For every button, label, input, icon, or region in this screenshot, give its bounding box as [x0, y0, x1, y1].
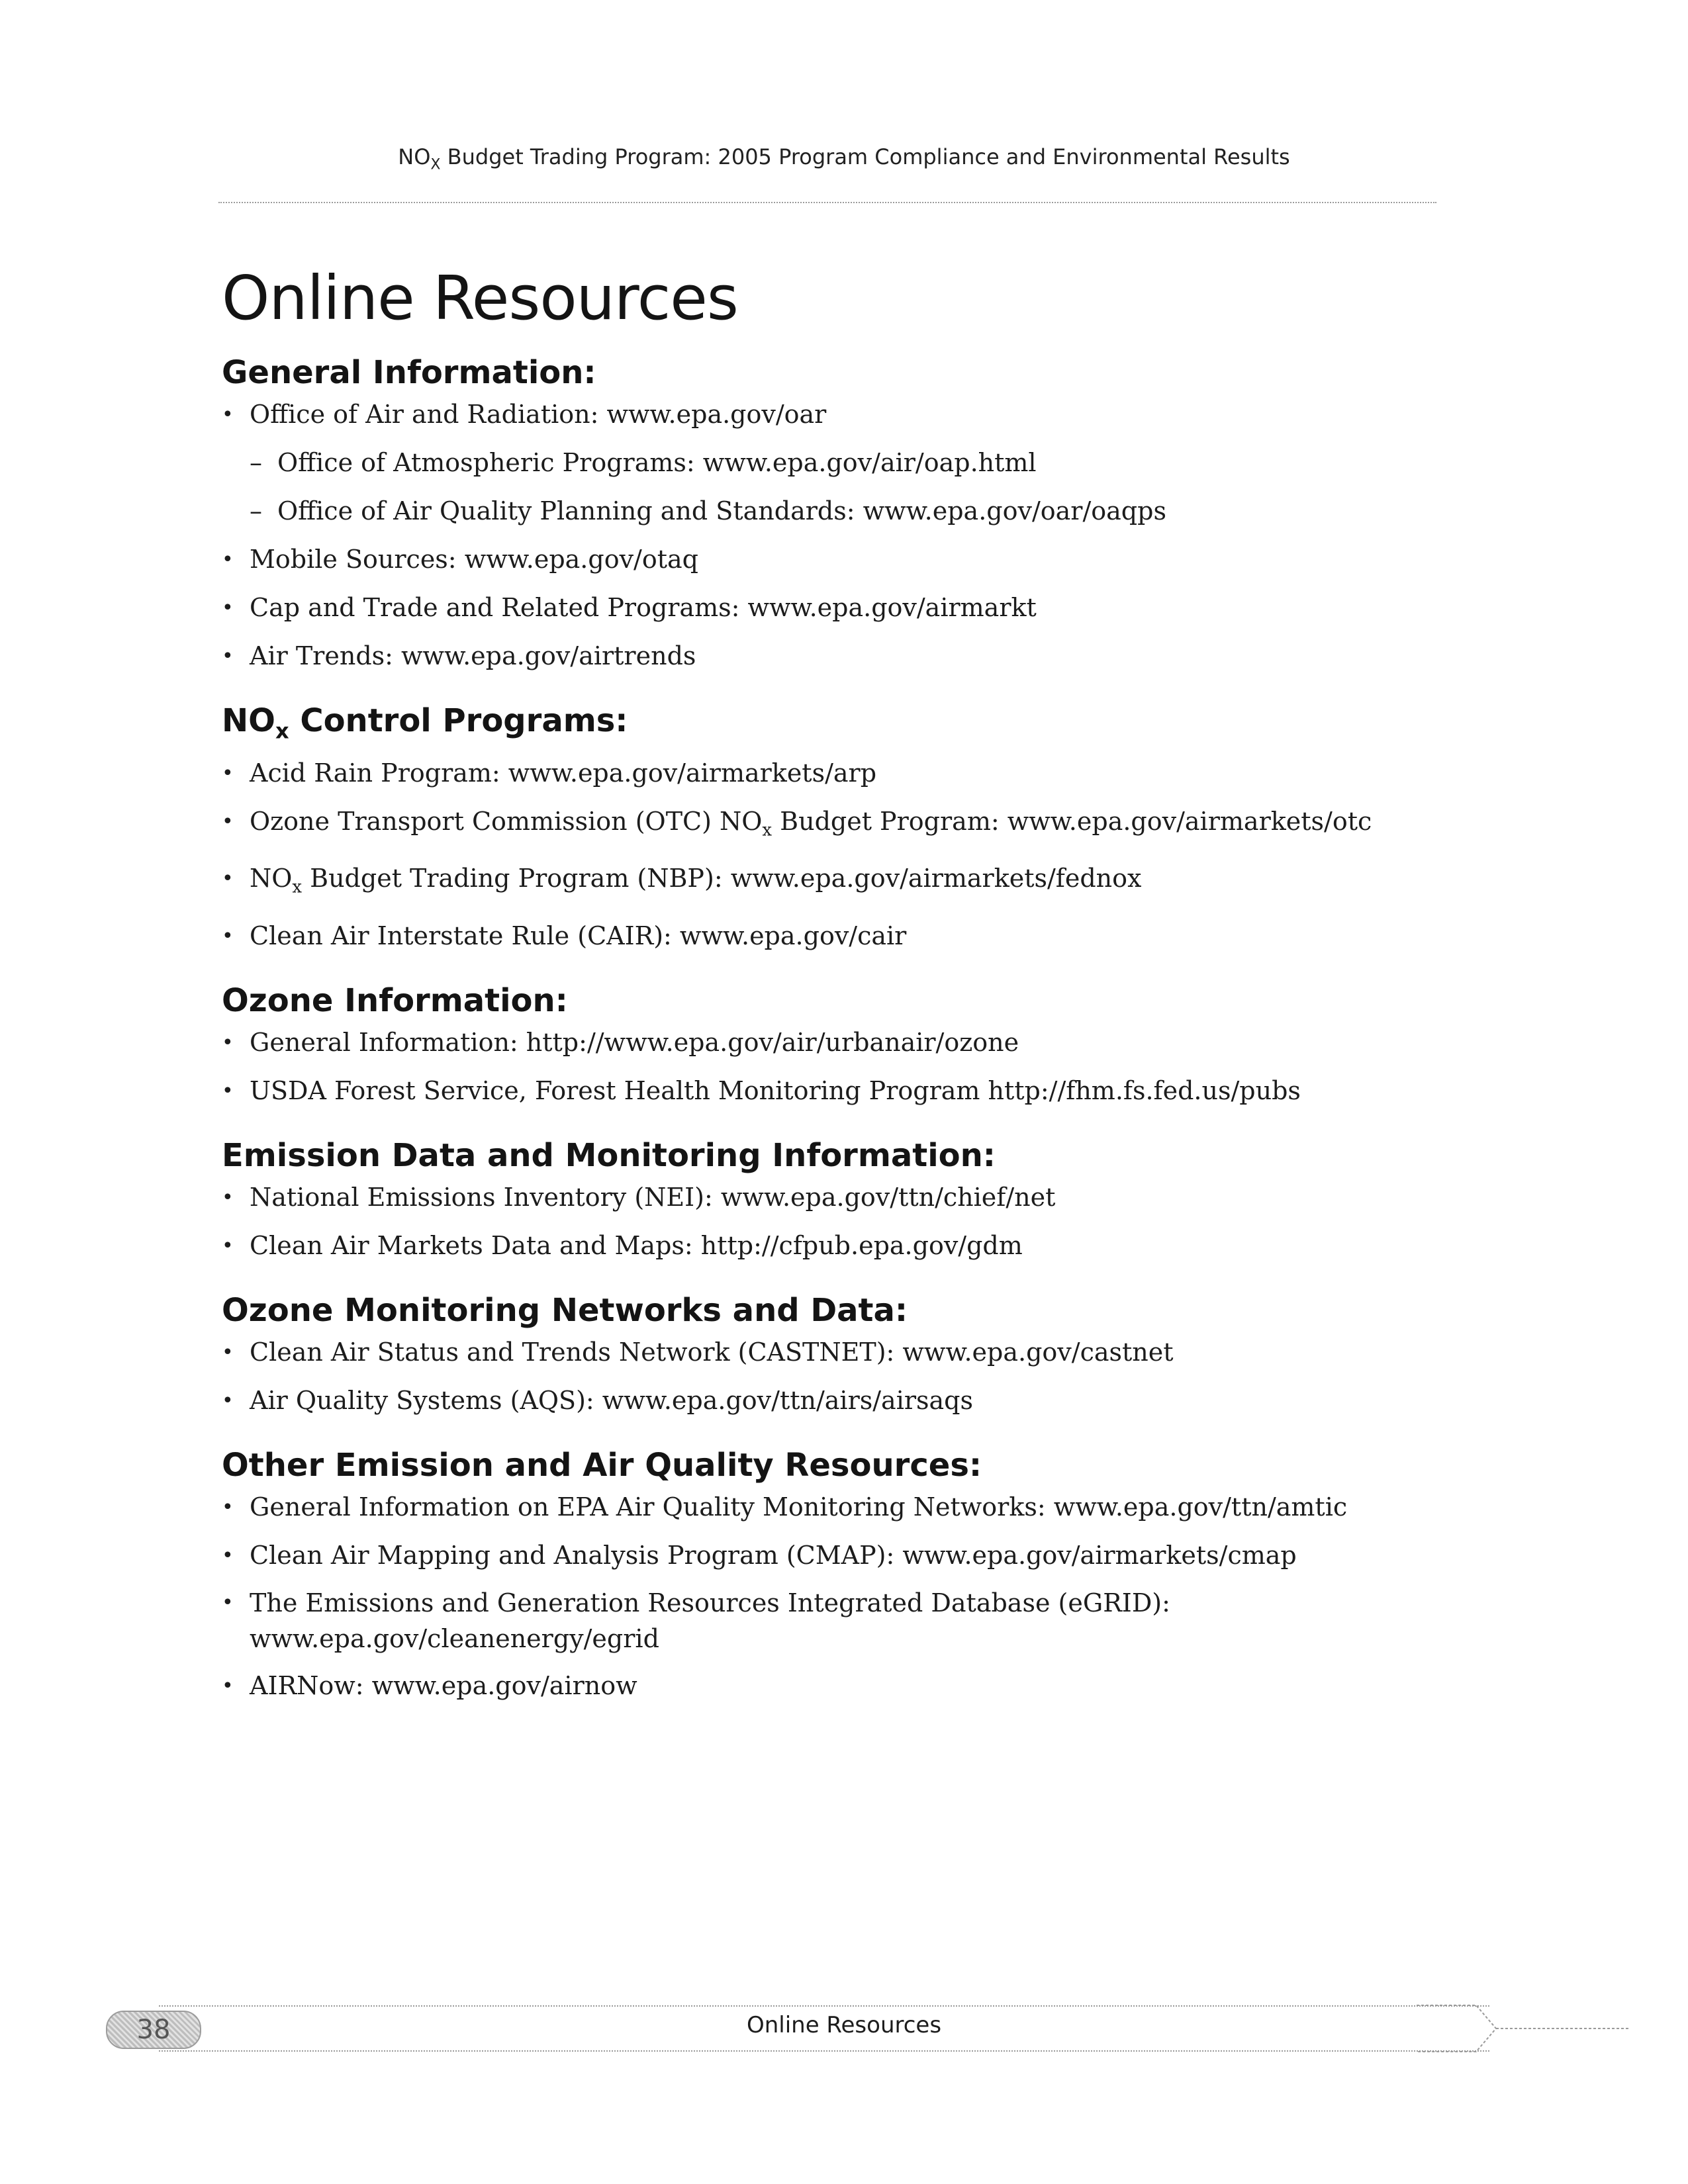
dash-icon: –: [250, 496, 262, 525]
list-item-text[interactable]: Office of Air Quality Planning and Standards: www.epa.gov/oar/oaqps: [277, 496, 1166, 525]
bullet-icon: •: [222, 645, 234, 668]
list-subitem: [222, 492, 1427, 530]
list-item-text[interactable]: General Information on EPA Air Quality Monitoring Networks: www.epa.gov/ttn/amtic: [250, 1492, 1348, 1522]
list-item-text[interactable]: [250, 864, 1142, 897]
section-heading: Other Emission and Air Quality Resources:: [222, 1446, 982, 1484]
list-item: [222, 1537, 1427, 1574]
running-head-subscript: X: [430, 156, 441, 173]
bullet-icon: •: [222, 867, 234, 891]
list-item: [222, 1382, 1427, 1420]
link-list: [222, 1179, 1427, 1265]
section-ozone-information: [222, 978, 1427, 1110]
link-list: [222, 754, 1427, 955]
list-item-text[interactable]: Office of Air and Radiation: www.epa.gov/oar: [250, 400, 827, 429]
bullet-icon: •: [222, 924, 234, 948]
list-item-text[interactable]: Cap and Trade and Related Programs: www.epa.gov/airmarkt: [250, 593, 1037, 622]
list-subitem: [222, 444, 1427, 482]
section-other-resources: [222, 1442, 1427, 1705]
running-head-prefix: NO: [398, 144, 431, 169]
list-item: [222, 1024, 1427, 1062]
list-item-text[interactable]: Air Trends: www.epa.gov/airtrends: [250, 641, 696, 670]
section-ozone-monitoring: [222, 1287, 1427, 1420]
list-item-text[interactable]: General Information: http://www.epa.gov/air/urbanair/ozone: [250, 1027, 1019, 1057]
page-title: Online Resources: [222, 263, 738, 334]
list-item: [222, 1667, 1427, 1705]
bullet-icon: •: [222, 1340, 234, 1364]
list-item: [222, 1227, 1427, 1265]
text-subscript: x: [762, 820, 773, 841]
heading-text: Control Programs:: [289, 702, 628, 739]
text-part: NO: [250, 864, 293, 893]
bullet-icon: •: [222, 596, 234, 619]
heading-subscript: x: [275, 718, 289, 744]
bullet-icon: •: [222, 761, 234, 785]
main-content: [222, 349, 1427, 1727]
header-divider: [218, 202, 1436, 203]
bullet-icon: •: [222, 1234, 234, 1257]
text-part: Ozone Transport Commission (OTC) NO: [250, 806, 763, 836]
list-item-text[interactable]: Office of Atmospheric Programs: www.epa.gov/air/oap.html: [277, 448, 1037, 477]
bullet-icon: •: [222, 1543, 234, 1567]
bullet-icon: •: [222, 809, 234, 833]
running-head-text: Budget Trading Program: 2005 Program Compliance and Environmental Results: [440, 144, 1290, 169]
list-item-text[interactable]: Air Quality Systems (AQS): www.epa.gov/ttn/airs/airsaqs: [250, 1385, 974, 1415]
running-head: [0, 144, 1688, 173]
list-item-text[interactable]: Mobile Sources: www.epa.gov/otaq: [250, 545, 698, 574]
dash-icon: –: [250, 448, 262, 477]
heading-prefix: NO: [222, 702, 275, 739]
text-part: Budget Trading Program (NBP): www.epa.gov/airmarkets/fednox: [302, 864, 1142, 893]
list-item-link[interactable]: www.epa.gov/cleanenergy/egrid: [250, 1623, 659, 1653]
section-heading: Ozone Monitoring Networks and Data:: [222, 1291, 908, 1329]
list-item-text[interactable]: [250, 806, 1372, 841]
list-item: [222, 589, 1427, 627]
text-part: Budget Program: www.epa.gov/airmarkets/otc: [772, 806, 1372, 836]
footer-divider-top: [159, 2005, 1489, 2007]
link-list: [222, 396, 1427, 675]
list-item-text[interactable]: Clean Air Status and Trends Network (CASTNET): www.epa.gov/castnet: [250, 1337, 1174, 1367]
list-item: [222, 637, 1427, 675]
bullet-icon: •: [222, 1590, 234, 1614]
bullet-icon: •: [222, 403, 234, 426]
list-item: [222, 1072, 1427, 1110]
text-subscript: x: [292, 877, 303, 897]
list-item-text[interactable]: National Emissions Inventory (NEI): www.epa.gov/ttn/chief/net: [250, 1182, 1056, 1212]
list-item-text: The Emissions and Generation Resources Integrated Database (eGRID):: [250, 1588, 1170, 1617]
link-list: [222, 1024, 1427, 1110]
list-item-text[interactable]: Clean Air Interstate Rule (CAIR): www.epa.gov/cair: [250, 921, 907, 950]
list-item: [222, 396, 1427, 433]
list-item: [222, 803, 1427, 850]
list-item-text[interactable]: Clean Air Mapping and Analysis Program (CMAP): www.epa.gov/airmarkets/cmap: [250, 1540, 1297, 1570]
footer-divider-bottom: [159, 2050, 1489, 2052]
bullet-icon: •: [222, 1495, 234, 1519]
link-list: [222, 1334, 1427, 1420]
section-nox-control-programs: [222, 698, 1427, 955]
list-item: [222, 1334, 1427, 1371]
list-item-text[interactable]: Acid Rain Program: www.epa.gov/airmarkets/arp: [250, 758, 877, 788]
bullet-icon: •: [222, 1030, 234, 1054]
bullet-icon: •: [222, 1079, 234, 1103]
list-item: [222, 917, 1427, 955]
list-item: [222, 754, 1427, 792]
section-heading: General Information:: [222, 354, 596, 391]
section-heading: Emission Data and Monitoring Information:: [222, 1136, 996, 1174]
list-item: [222, 1585, 1427, 1657]
page-number-badge: 38: [106, 2011, 201, 2049]
section-emission-data: [222, 1132, 1427, 1265]
list-item: [222, 541, 1427, 578]
bullet-icon: •: [222, 1388, 234, 1412]
list-item-text[interactable]: AIRNow: www.epa.gov/airnow: [250, 1670, 637, 1700]
list-item: [222, 1179, 1427, 1216]
section-heading: [222, 698, 1427, 754]
section-heading: Ozone Information:: [222, 981, 568, 1019]
bullet-icon: •: [222, 1674, 234, 1698]
list-item-text[interactable]: Clean Air Markets Data and Maps: http://cfpub.epa.gov/gdm: [250, 1230, 1023, 1260]
list-item: [222, 1488, 1427, 1526]
bullet-icon: •: [222, 548, 234, 571]
footer-title: Online Resources: [746, 2012, 942, 2038]
bullet-icon: •: [222, 1185, 234, 1209]
list-item-text[interactable]: USDA Forest Service, Forest Health Monitoring Program http://fhm.fs.fed.us/pubs: [250, 1075, 1301, 1105]
list-item: [222, 860, 1427, 907]
link-list: [222, 1488, 1427, 1705]
section-general-information: [222, 349, 1427, 675]
